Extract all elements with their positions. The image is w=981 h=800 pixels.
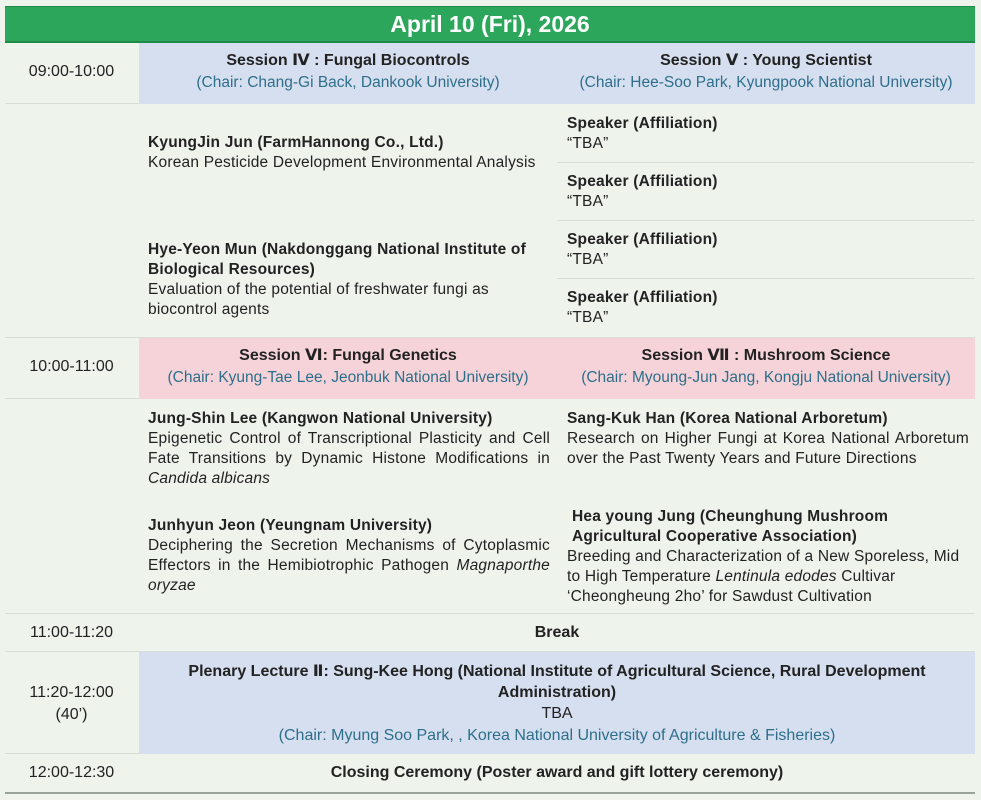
talk-title: Evaluation of the potential of freshwater fungi as biocontrol agents [148, 281, 489, 318]
session-5-header [557, 50, 975, 94]
block2-session-band [139, 338, 975, 399]
talk-s6-1 [148, 409, 550, 489]
talk-s5-3 [567, 230, 967, 270]
talk-s4-2 [148, 240, 548, 320]
session-4-header [139, 50, 557, 94]
bottom-rule [5, 792, 975, 794]
talk-title: Research on Higher Fungi at Korea National Arboretum over the Past Twenty Years and Future Directions [567, 430, 969, 467]
species-name: Candida albicans [148, 470, 271, 487]
speaker: Junhyun Jeon (Yeungnam University) [148, 517, 433, 534]
session-7-header [557, 345, 975, 389]
session-6-title: Session Ⅵ: Fungal Genetics [239, 347, 457, 364]
speaker: Jung-Shin Lee (Kangwon National University) [148, 410, 493, 427]
speaker: Sang-Kuk Han (Korea National Arboretum) [567, 410, 888, 427]
talk-s5-1 [567, 114, 967, 154]
talk-title: “TBA” [567, 135, 609, 152]
divider [557, 162, 975, 163]
plenary-chair: (Chair: Myung Soo Park, , Korea National University of Agriculture & Fisheries) [278, 727, 836, 744]
closing-label: Closing Ceremony (Poster award and gift lottery ceremony) [330, 764, 784, 781]
block1-session-band [139, 43, 975, 104]
talk-title: Epigenetic Control of Transcriptional Plasticity and Cell Fate Transitions by Dynamic Histone Modifications in Candida albicans [148, 430, 550, 487]
plenary-talk: TBA [541, 705, 573, 722]
talk-s7-2 [567, 507, 969, 607]
talk-s6-2 [148, 516, 550, 596]
species-name: Magnaporthe oryzae [148, 557, 550, 594]
date-banner: April 10 (Fri), 2026 [5, 6, 975, 43]
talk-s4-1 [148, 133, 548, 173]
plenary-time: 11:20-12:00 (40’) [29, 684, 114, 723]
plenary-content [149, 661, 965, 746]
break-label: Break [534, 624, 580, 641]
speaker: Hye-Yeon Mun (Nakdonggang National Institute of Biological Resources) [148, 241, 526, 278]
session-7-title: Session Ⅶ : Mushroom Science [641, 347, 891, 364]
divider [557, 220, 975, 221]
talk-title: Breeding and Characterization of a New Sporeless, Mid to High Temperature Lentinula edodes Cultivar ‘Cheongheung 2ho’ for Sawdust Cultivation [567, 548, 960, 605]
block2-time: 10:00-11:00 [29, 358, 114, 375]
speaker: Hea young Jung (Cheunghung Mushroom Agricultural Cooperative Association) [572, 508, 889, 545]
speaker: Speaker (Affiliation) [567, 173, 718, 190]
talk-title: Deciphering the Secretion Mechanisms of Cytoplasmic Effectors in the Hemibiotrophic Pathogen Magnaporthe oryzae [148, 537, 550, 594]
speaker: KyungJin Jun (FarmHannong Co., Ltd.) [148, 134, 444, 151]
session-7-chair: (Chair: Myoung-Jun Jang, Kongju National University) [581, 369, 951, 386]
species-name: Lentinula edodes [715, 568, 837, 585]
session-6-chair: (Chair: Kyung-Tae Lee, Jeonbuk National University) [167, 369, 529, 386]
talk-title: Korean Pesticide Development Environmental Analysis [148, 154, 536, 171]
talk-s7-1 [567, 409, 969, 469]
speaker: Speaker (Affiliation) [567, 115, 718, 132]
break-time: 11:00-11:20 [29, 624, 114, 641]
plenary-band [139, 652, 975, 754]
session-4-title: Session Ⅳ : Fungal Biocontrols [226, 52, 470, 69]
divider [557, 278, 975, 279]
plenary-title: Plenary Lecture Ⅱ: Sung-Kee Hong (National Institute of Agricultural Science, Rural Development Administration) [188, 663, 926, 701]
session-5-title: Session Ⅴ : Young Scientist [660, 52, 872, 69]
session-4-chair: (Chair: Chang-Gi Back, Dankook University) [196, 74, 500, 91]
talk-s5-2 [567, 172, 967, 212]
speaker: Speaker (Affiliation) [567, 231, 718, 248]
talk-title: “TBA” [567, 193, 609, 210]
speaker: Speaker (Affiliation) [567, 289, 718, 306]
talk-s5-4 [567, 288, 967, 328]
talk-title: “TBA” [567, 309, 609, 326]
talk-title: “TBA” [567, 251, 609, 268]
session-6-header [139, 345, 557, 389]
block1-time: 09:00-10:00 [28, 63, 115, 80]
session-5-chair: (Chair: Hee-Soo Park, Kyungpook National University) [579, 74, 953, 91]
closing-time: 12:00-12:30 [28, 764, 115, 781]
